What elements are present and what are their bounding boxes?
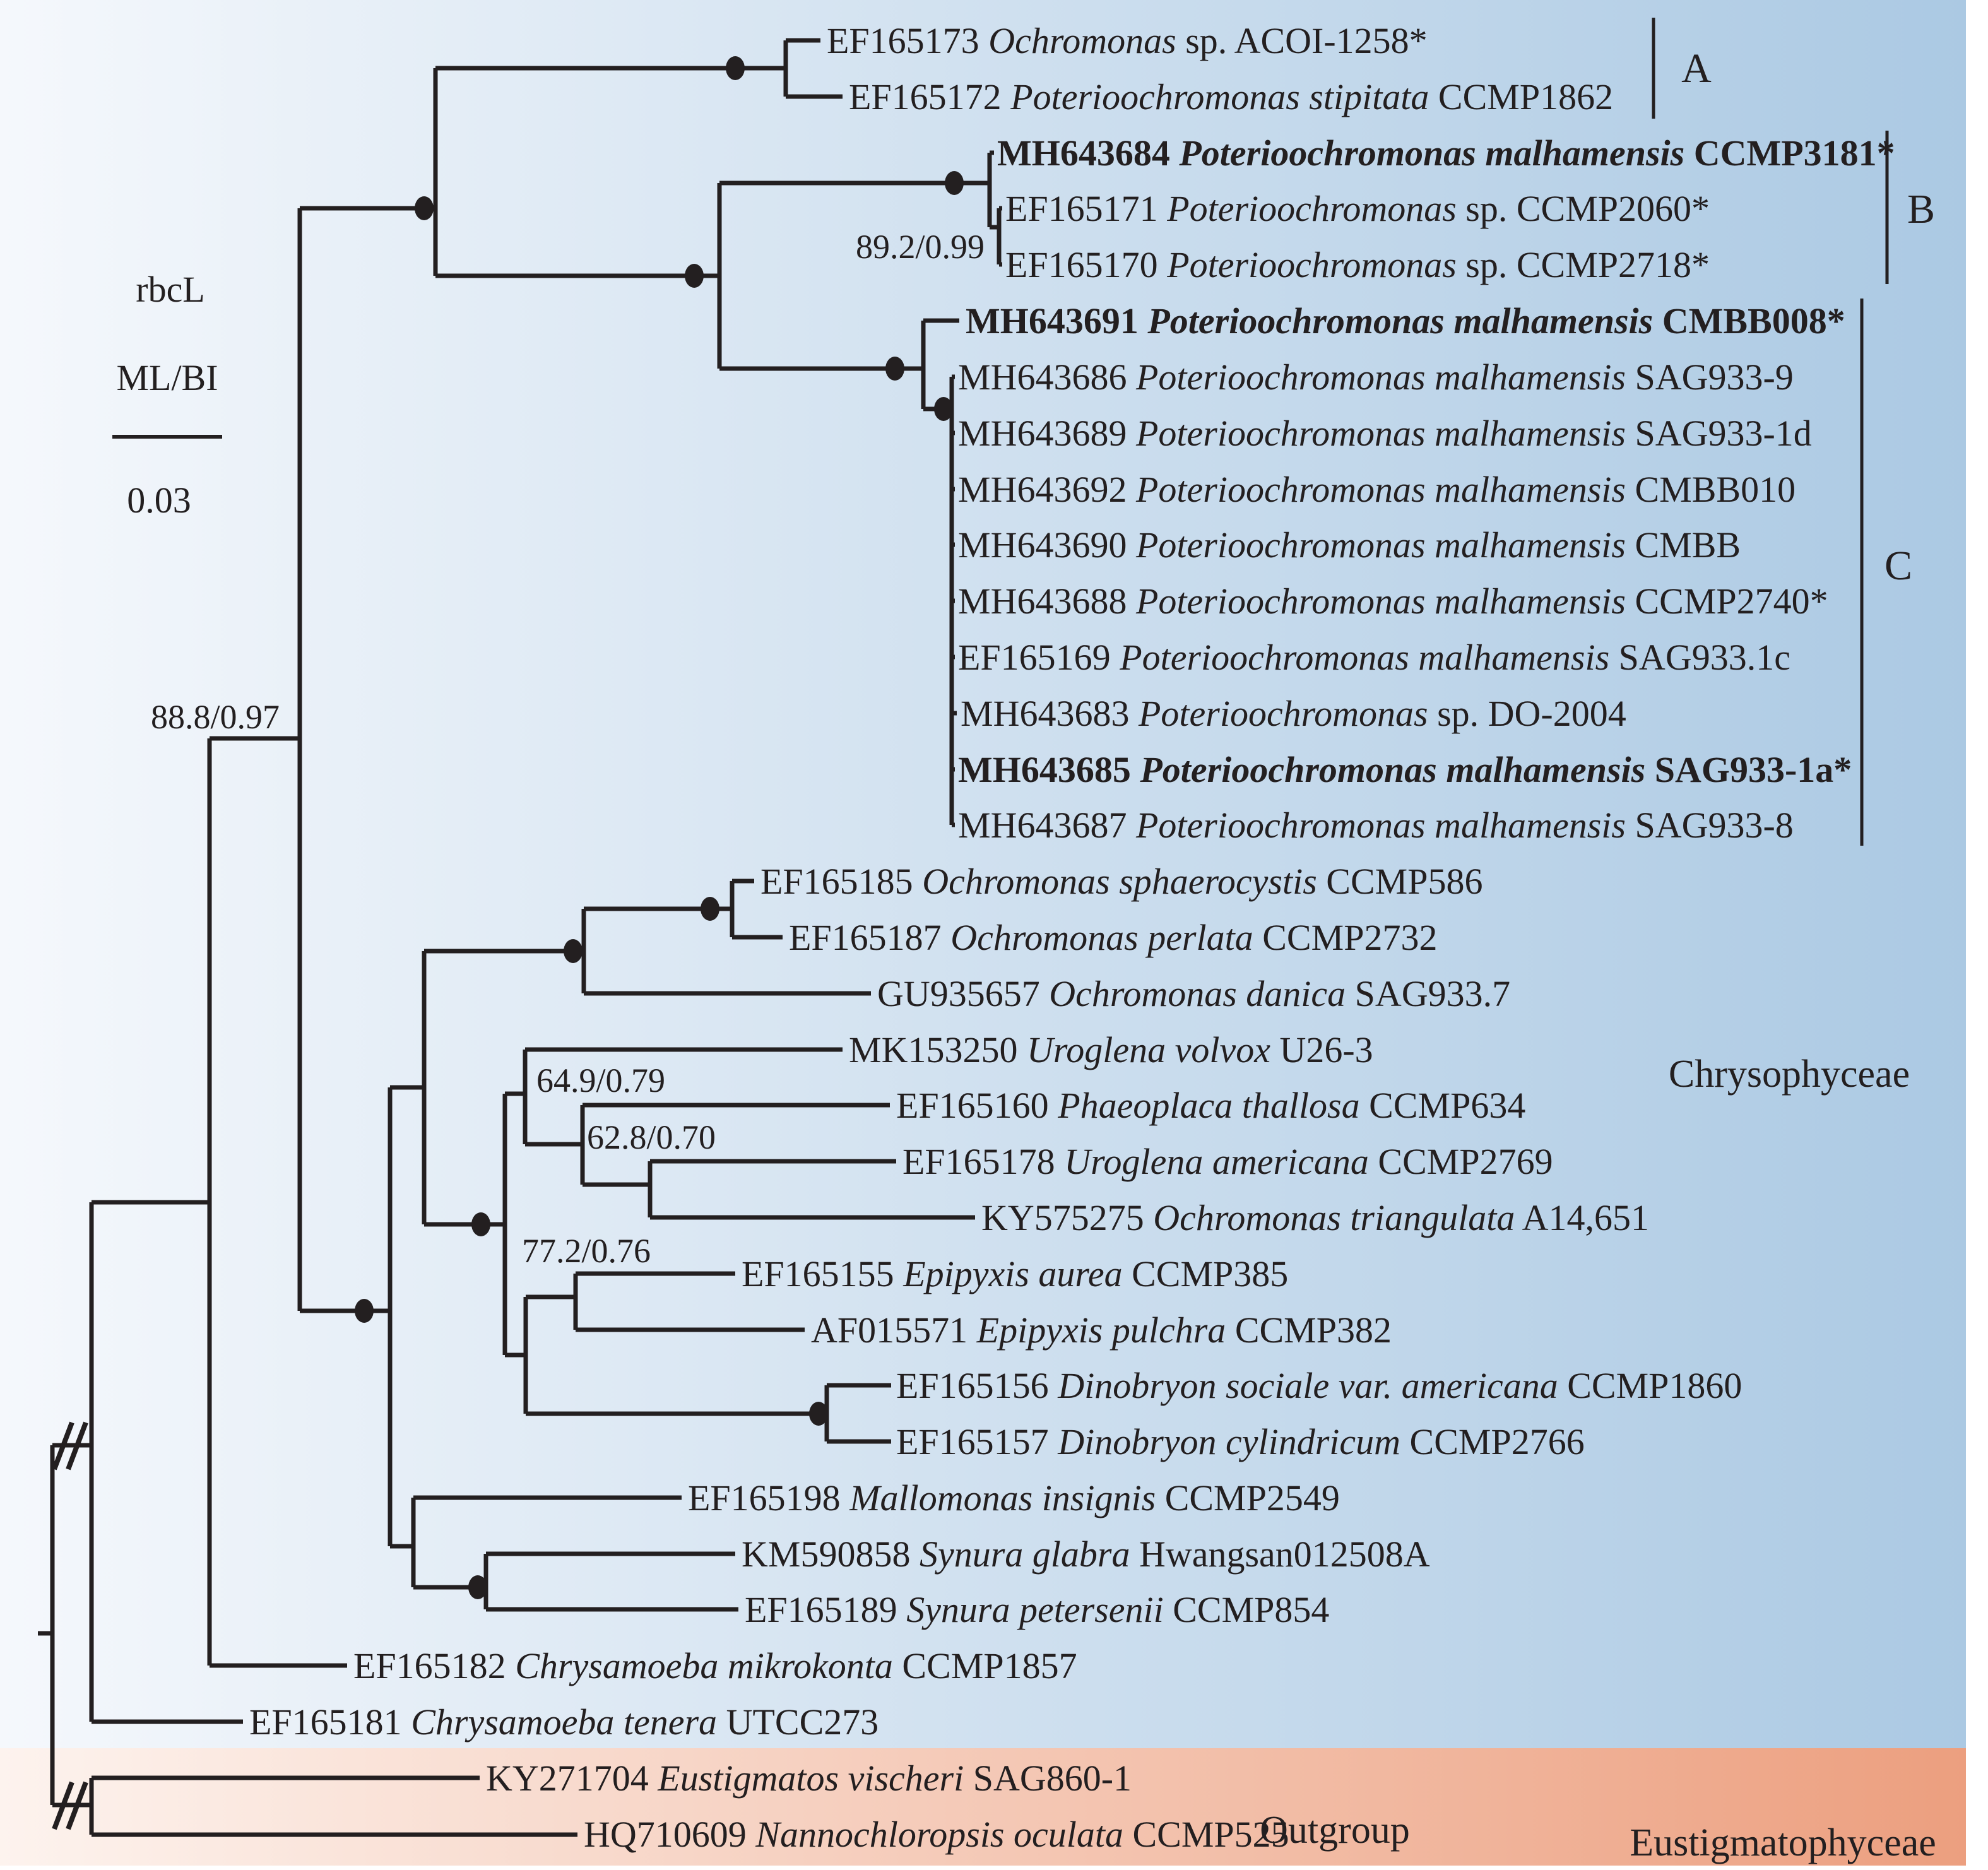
taxon-label-part: Ochromonas	[988, 20, 1176, 61]
taxon-label-part: Chrysamoeba tenera	[411, 1701, 718, 1743]
taxon-label-part: CCMP2769	[1368, 1141, 1553, 1182]
taxon-label-part: Dinobryon cylindricum	[1058, 1421, 1401, 1462]
taxon-label	[896, 1421, 1585, 1462]
taxon-label-part: Poterioochromonas malhamensis	[1140, 749, 1646, 790]
taxon-label-part: CCMP1862	[1429, 76, 1614, 117]
taxon-label-part: Uroglena volvox	[1026, 1029, 1270, 1070]
support-value: 88.8/0.97	[150, 698, 280, 736]
taxon-label-part: EF165170	[1005, 244, 1168, 285]
taxon-label	[958, 805, 1794, 846]
clade-label: B	[1907, 186, 1936, 232]
scale-value: 0.03	[127, 480, 191, 521]
taxon-label-part: Poterioochromonas malhamensis	[1179, 133, 1685, 174]
taxon-label	[958, 637, 1790, 678]
taxon-label-part: MH643691	[966, 300, 1148, 341]
taxon-label-part: SAG933-9	[1625, 357, 1794, 398]
taxon-label-part: MH643687	[958, 805, 1136, 846]
taxon-label-part: MH643685	[958, 749, 1140, 790]
taxon-label	[961, 693, 1626, 734]
taxon-label-part: EF165171	[1005, 188, 1168, 229]
taxon-label	[745, 1589, 1329, 1630]
taxon-label-part: sp. ACOI-1258*	[1176, 20, 1428, 61]
taxon-label-part: Poterioochromonas malhamensis	[1135, 357, 1626, 398]
taxon-label-part: CCMP634	[1359, 1085, 1526, 1126]
taxon-label-part: Poterioochromonas stipitata	[1010, 76, 1429, 117]
taxon-label-part: GU935657	[877, 973, 1050, 1014]
taxon-label-part: CMBB010	[1625, 469, 1796, 510]
taxon-label-part: MH643692	[958, 469, 1136, 510]
taxon-label-part: MH643690	[958, 524, 1136, 565]
clade-label: A	[1681, 45, 1712, 92]
taxon-label-part: EF165198	[688, 1477, 850, 1518]
taxon-label-part: Epipyxis aurea	[903, 1253, 1123, 1294]
taxon-label-part: HQ710609	[584, 1814, 756, 1855]
taxon-label-part: EF165157	[896, 1421, 1058, 1462]
taxon-label-part: EF165181	[249, 1701, 411, 1743]
taxon-label-part: KM590858	[742, 1534, 920, 1575]
taxon-label-part: EF165178	[902, 1141, 1065, 1182]
support-value: 62.8/0.70	[587, 1118, 716, 1156]
group-label: Eustigmatophyceae	[1630, 1821, 1936, 1864]
legend-gene-label: rbcL	[136, 269, 205, 310]
taxon-label	[896, 1085, 1525, 1126]
taxon-label-part: Hwangsan012508A	[1130, 1534, 1430, 1575]
taxon-label-part: Mallomonas insignis	[849, 1477, 1156, 1518]
taxon-label-part: CCMP525	[1123, 1814, 1289, 1855]
taxon-label	[1005, 244, 1710, 285]
taxon-label	[997, 133, 1895, 174]
taxon-label-part: CCMP586	[1316, 861, 1483, 902]
support-dot	[468, 1575, 487, 1599]
taxon-label-part: CCMP2766	[1400, 1421, 1585, 1462]
taxon-label	[760, 861, 1483, 902]
group-label: Chrysophyceae	[1668, 1053, 1910, 1096]
taxon-label-part: CCMP854	[1163, 1589, 1330, 1630]
taxon-label	[896, 1365, 1742, 1406]
taxon-label-part: Uroglena americana	[1064, 1141, 1369, 1182]
taxon-label-part: EF165156	[896, 1365, 1058, 1406]
taxon-label-part: CMBB	[1625, 524, 1741, 565]
taxon-label-part: Poterioochromonas malhamensis	[1135, 805, 1626, 846]
taxon-label	[249, 1701, 879, 1743]
taxon-label-part: EF165173	[827, 20, 989, 61]
taxon-label	[958, 413, 1812, 454]
taxon-label-part: Epipyxis pulchra	[976, 1310, 1226, 1351]
support-dot	[945, 171, 964, 195]
taxon-label-part: EF165155	[742, 1253, 904, 1294]
support-dot	[471, 1212, 490, 1236]
taxon-label-part: Synura glabra	[919, 1534, 1130, 1575]
taxon-label-part: Poterioochromonas	[1167, 244, 1457, 285]
taxon-label-part: CCMP2549	[1156, 1477, 1340, 1518]
taxon-label-part: CCMP1857	[892, 1645, 1077, 1686]
taxon-label	[902, 1141, 1553, 1182]
taxon-label	[789, 917, 1437, 958]
taxon-label-part: EF165160	[896, 1085, 1058, 1126]
taxon-label-part: EF165172	[849, 76, 1011, 117]
taxon-label-part: Ochromonas perlata	[950, 917, 1253, 958]
taxon-label	[584, 1814, 1289, 1855]
taxon-label	[958, 749, 1852, 790]
taxon-label-part: SAG933-1d	[1625, 413, 1812, 454]
taxon-label-part: SAG933.1c	[1609, 637, 1790, 678]
taxon-label-part: Poterioochromonas malhamensis	[1147, 300, 1654, 341]
taxon-label-part: CCMP1860	[1558, 1365, 1742, 1406]
support-dot	[415, 196, 434, 220]
taxon-label	[742, 1253, 1288, 1294]
taxon-label-part: U26-3	[1270, 1029, 1373, 1070]
taxon-label-part: MH643683	[961, 693, 1139, 734]
taxon-label-part: MH643689	[958, 413, 1136, 454]
taxon-label-part: Synura petersenii	[906, 1589, 1164, 1630]
taxon-label-part: SAG933-1a*	[1645, 749, 1852, 790]
support-value: 89.2/0.99	[855, 228, 985, 266]
taxon-label	[827, 20, 1428, 61]
taxon-label-part: SAG933.7	[1346, 973, 1511, 1014]
taxon-label-part: CCMP2732	[1253, 917, 1438, 958]
taxon-label-part: CCMP3181*	[1684, 133, 1895, 174]
support-dot	[934, 397, 953, 421]
taxon-label-part: A14,651	[1515, 1197, 1650, 1238]
taxon-label-part: EF165182	[353, 1645, 516, 1686]
taxon-label	[353, 1645, 1077, 1686]
taxon-label-part: EF165169	[958, 637, 1120, 678]
support-dot	[809, 1402, 828, 1426]
taxon-label	[877, 973, 1510, 1014]
taxon-label-part: Poterioochromonas malhamensis	[1135, 469, 1626, 510]
taxon-label-part: Chrysamoeba mikrokonta	[515, 1645, 893, 1686]
taxon-label-part: EF165187	[789, 917, 951, 958]
taxon-label-part: Poterioochromonas malhamensis	[1135, 413, 1626, 454]
clade-label: C	[1884, 543, 1913, 589]
taxon-label-part: MH643684	[997, 133, 1180, 174]
taxon-label	[958, 524, 1741, 565]
taxon-label-part: CCMP2740*	[1625, 581, 1828, 622]
taxon-label	[981, 1197, 1649, 1238]
legend-methods-label: ML/BI	[116, 357, 218, 398]
taxon-label-part: sp. CCMP2718*	[1456, 244, 1710, 285]
taxon-label-part: CCMP382	[1226, 1310, 1392, 1351]
taxon-label-part: Poterioochromonas malhamensis	[1135, 524, 1626, 565]
taxon-label-part: SAG933-8	[1625, 805, 1794, 846]
taxon-label-part: Ochromonas triangulata	[1153, 1197, 1515, 1238]
taxon-label-part: KY271704	[486, 1758, 658, 1799]
taxon-label-part: Ochromonas danica	[1049, 973, 1346, 1014]
taxon-label	[486, 1758, 1132, 1799]
taxon-label-part: AF015571	[811, 1310, 977, 1351]
taxon-label-part: Poterioochromonas	[1138, 693, 1428, 734]
taxon-label	[811, 1310, 1392, 1351]
taxon-label-part: EF165185	[760, 861, 923, 902]
taxon-label	[849, 76, 1613, 117]
taxon-label-part: EF165189	[745, 1589, 907, 1630]
taxon-label	[688, 1477, 1340, 1518]
support-value: 77.2/0.76	[522, 1232, 651, 1270]
group-label: Outgroup	[1260, 1809, 1410, 1852]
taxon-label-part: Phaeoplaca thallosa	[1058, 1085, 1360, 1126]
taxon-label-part: CMBB008*	[1653, 300, 1845, 341]
taxon-label	[966, 300, 1845, 341]
taxon-label-part: MK153250	[849, 1029, 1027, 1070]
support-dot	[885, 357, 904, 381]
taxon-label	[958, 357, 1794, 398]
taxon-label-part: SAG860-1	[964, 1758, 1132, 1799]
taxon-label-part: Poterioochromonas malhamensis	[1135, 581, 1626, 622]
support-value: 64.9/0.79	[536, 1062, 666, 1099]
taxon-label-part: Ochromonas sphaerocystis	[922, 861, 1317, 902]
taxon-label-part: UTCC273	[717, 1701, 879, 1743]
taxon-label-part: MH643686	[958, 357, 1136, 398]
support-dot	[726, 56, 745, 80]
taxon-label-part: Dinobryon sociale var. americana	[1058, 1365, 1558, 1406]
taxon-label	[958, 581, 1828, 622]
taxon-label	[742, 1534, 1430, 1575]
taxon-label	[849, 1029, 1373, 1070]
taxon-label-part: MH643688	[958, 581, 1136, 622]
taxon-label-part: CCMP385	[1122, 1253, 1289, 1294]
taxon-label-part: Poterioochromonas	[1167, 188, 1457, 229]
taxon-label	[958, 469, 1796, 510]
support-dot	[355, 1299, 374, 1323]
support-dot	[701, 897, 719, 921]
support-dot	[564, 939, 583, 963]
taxon-label	[1005, 188, 1710, 229]
taxon-label-part: Eustigmatos vischeri	[658, 1758, 964, 1799]
taxon-label-part: Poterioochromonas malhamensis	[1120, 637, 1610, 678]
taxon-label-part: KY575275	[981, 1197, 1154, 1238]
support-dot	[685, 264, 704, 288]
taxon-label-part: sp. CCMP2060*	[1456, 188, 1710, 229]
taxon-label-part: Nannochloropsis oculata	[755, 1814, 1123, 1855]
taxon-label-part: sp. DO-2004	[1428, 693, 1626, 734]
